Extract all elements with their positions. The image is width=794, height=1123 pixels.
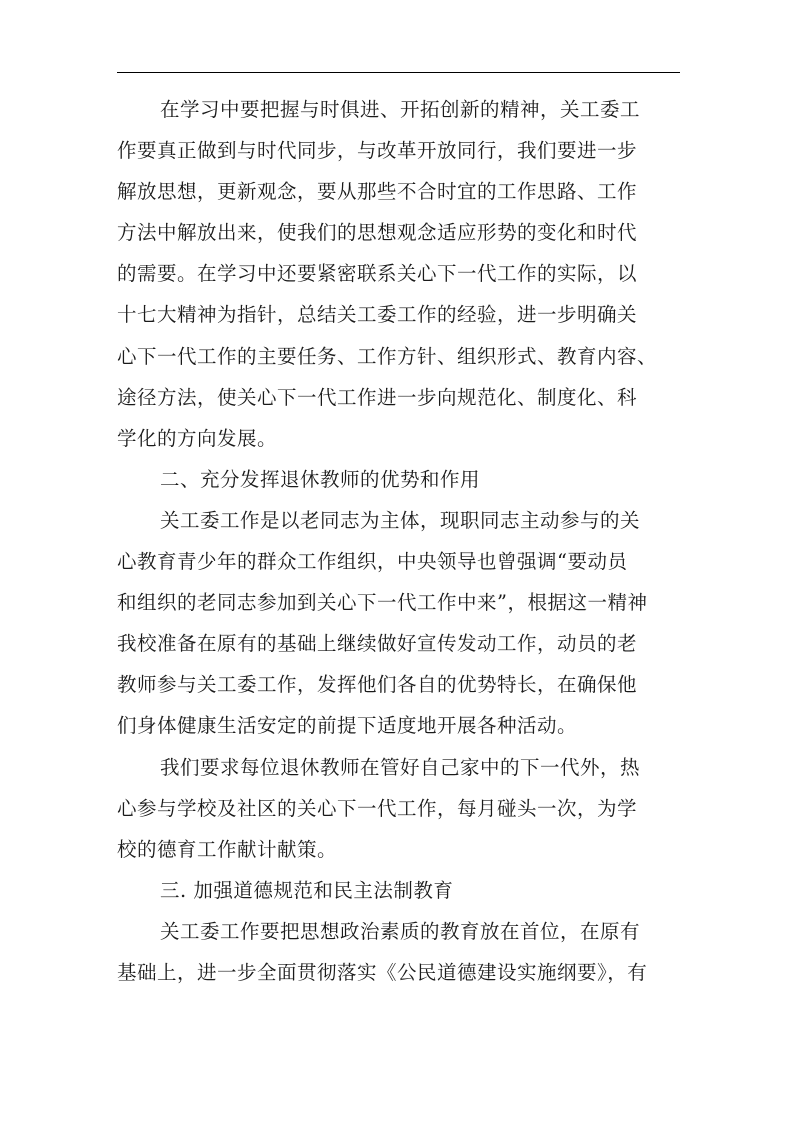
paragraph-line: 我校准备在原有的基础上继续做好宣传发动工作，动员的老 — [117, 632, 638, 656]
paragraph-line: 的需要。在学习中还要紧密联系关心下一代工作的实际，以 — [117, 262, 638, 286]
body-text — [117, 89, 682, 993]
section-heading: 二、充分发挥退休教师的优势和作用 — [160, 467, 481, 491]
paragraph-line: 基础上，进一步全面贯彻落实《公民道德建设实施纲要》，有 — [117, 960, 648, 984]
paragraph-line: 方法中解放出来，使我们的思想观念适应形势的变化和时代 — [117, 221, 638, 245]
paragraph-line: 解放思想，更新观念，要从那些不合时宜的工作思路、工作 — [117, 180, 638, 204]
paragraph-line: 在学习中要把握与时俱进、开拓创新的精神，关工委工 — [160, 98, 641, 121]
section-heading: 三. 加强道德规范和民主法制教育 — [160, 878, 454, 902]
paragraph-line: 作要真正做到与时代同步，与改革开放同行，我们要进一步 — [117, 139, 638, 163]
paragraph-line: 们身体健康生活安定的前提下适度地开展各种活动。 — [117, 714, 578, 738]
paragraph-line: 我们要求每位退休教师在管好自己家中的下一代外，热 — [160, 755, 641, 779]
paragraph-line: 心下一代工作的主要任务、工作方针、组织形式、教育内容、 — [117, 344, 658, 368]
paragraph-line: 心教育青少年的群众工作组织，中央领导也曾强调“要动员 — [117, 550, 628, 574]
paragraph-line: 关工委工作要把思想政治素质的教育放在首位，在原有 — [160, 919, 641, 943]
paragraph-line: 和组织的老同志参加到关心下一代工作中来”，根据这一精神 — [117, 591, 648, 615]
paragraph-line: 学化的方向发展。 — [117, 426, 278, 450]
paragraph-line: 途径方法，使关心下一代工作进一步向规范化、制度化、科 — [117, 385, 638, 409]
paragraph-line: 十七大精神为指针，总结关工委工作的经验，进一步明确关 — [117, 303, 638, 327]
paragraph-line: 关工委工作是以老同志为主体，现职同志主动参与的关 — [160, 508, 641, 532]
paragraph-line: 心参与学校及社区的关心下一代工作，每月碰头一次，为学 — [117, 796, 638, 820]
paragraph-line: 教师参与关工委工作，发挥他们各自的优势特长，在确保他 — [117, 673, 638, 697]
header-rule — [117, 72, 680, 73]
paragraph-line: 校的德育工作献计献策。 — [117, 837, 338, 861]
